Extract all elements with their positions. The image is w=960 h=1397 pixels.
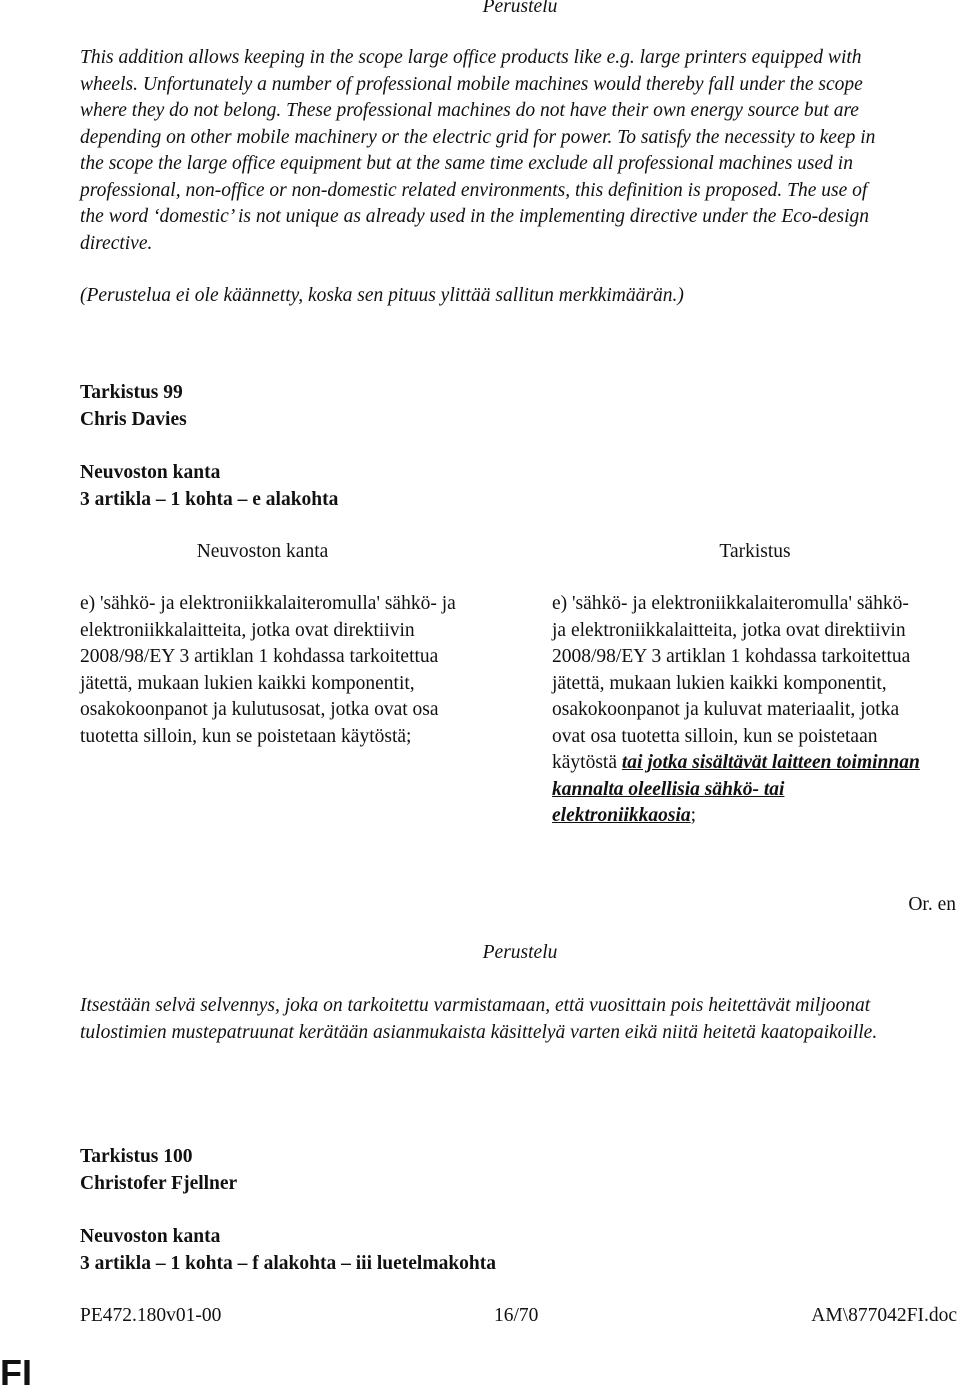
footer-file-name: AM\877042FI.doc bbox=[811, 1305, 957, 1326]
left-column-header: Neuvoston kanta bbox=[196, 541, 329, 562]
amendment-text-end: ; bbox=[690, 805, 697, 826]
amendment-text bbox=[552, 591, 927, 830]
council-position-label: Neuvoston kanta bbox=[80, 462, 221, 483]
amendment-author: Christofer Fjellner bbox=[80, 1173, 238, 1194]
justification-text bbox=[80, 45, 880, 257]
untranslated-note: (Perustelua ei ole käännetty, koska sen pituus ylittää sallitun merkkimäärän.) bbox=[80, 285, 684, 306]
amendment-justification-text: Itsestään selvä selvennys, joka on tarkoitettu varmistamaan, että vuosittain pois heitettävät miljoonat tulostimien mustepatruunat kerätään asianmukaista käsittelyä varten eikä niitä heitetä kaatopaikoille. bbox=[80, 995, 878, 1043]
footer-page-number: 16/70 bbox=[494, 1305, 539, 1326]
article-reference: 3 artikla – 1 kohta – e alakohta bbox=[80, 489, 339, 510]
amendment-justification-heading: Perustelu bbox=[482, 942, 558, 963]
amendment-number: Tarkistus 100 bbox=[80, 1146, 193, 1167]
footer-doc-ref: PE472.180v01-00 bbox=[80, 1305, 222, 1326]
amendment-author: Chris Davies bbox=[80, 409, 187, 430]
right-column-header: Tarkistus bbox=[719, 541, 791, 562]
article-reference: 3 artikla – 1 kohta – f alakohta – iii luetelmakohta bbox=[80, 1253, 497, 1274]
justification-text-a: This addition allows keeping in the scope large office products like e.g. large printers equipped with wheels. Unfortunately a number of professional mobile machines would thereby fall under the scope where they do not belong. These professional machines do not have their own energy source but are depending on other mobile machinery or the electric grid for power. bbox=[80, 47, 863, 148]
justification-heading: Perustelu bbox=[482, 0, 558, 17]
original-language: Or. en bbox=[908, 894, 956, 915]
council-position-label: Neuvoston kanta bbox=[80, 1226, 221, 1247]
amendment-number: Tarkistus 99 bbox=[80, 382, 183, 403]
amendment-text-unchanged: e) 'sähkö- ja elektroniikkalaiteromulla' sähkö- ja elektroniikkalaitteita, jotka ovat direktiivin 2008/98/EY 3 artiklan 1 kohdassa tarkoitettua jätettä, mukaan lukien kaikki komponentit, osakokoonpanot ja kuluvat materiaalit, jotka ovat osa tuotetta silloin, kun se poistetaan käytöstä bbox=[552, 593, 911, 773]
justification-text-b: To satisfy the necessity to keep in the scope the large office equipment but at the same time exclude all professional machines used in professional, non-office or non-domestic related environments, this definition is proposed. The use of the word ‘domestic’ is not unique as already used in the implementing directive under the Eco-design directive. bbox=[80, 126, 876, 254]
council-position-text: e) 'sähkö- ja elektroniikkalaiteromulla' sähkö- ja elektroniikkalaitteita, jotka ovat direktiivin 2008/98/EY 3 artiklan 1 kohdassa tarkoitettua jätettä, mukaan lukien kaikki komponentit, osakokoonpanot ja kulutusosat, jotka ovat osa tuotetta silloin, kun se poistetaan käytöstä; bbox=[80, 593, 456, 747]
amendment-text-added: tai jotka sisältävät laitteen toiminnan kannalta oleellisia sähkö- tai elektroniikkaosia bbox=[552, 752, 920, 826]
footer-language-code: FI bbox=[0, 1352, 32, 1393]
